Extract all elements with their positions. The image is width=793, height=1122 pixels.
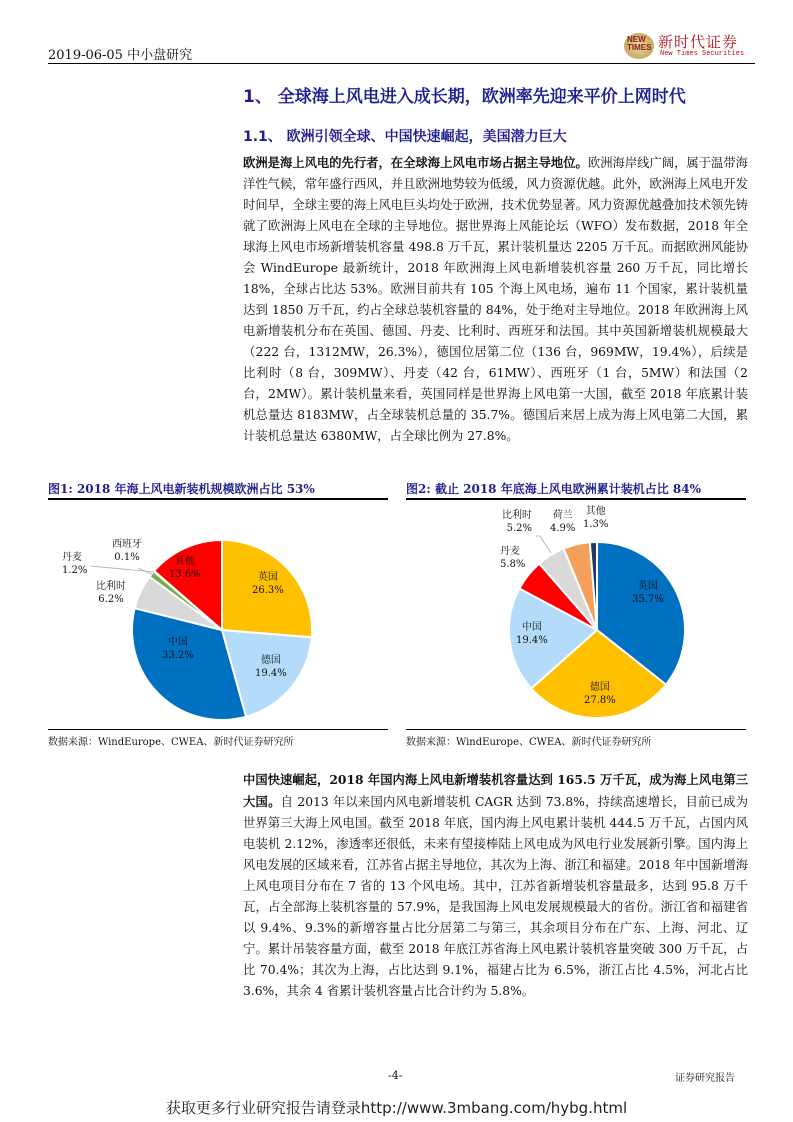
paragraph-body: 自 2013 年以来国内风电新增装机 CAGR 达到 73.8%，持续高速增长，目前已成为世界第三大海上风电国。截至 2018 年底，国内海上风电累计装机 444.5 万千瓦，占国内风电装机 2.12%，渗透率还很低，未来有望接棒陆上风电成为风电行业发展新引擎。国内海上风电发展的区域来看，江苏省占据主导地位，其次为上海、浙江和福建。2018 年中国新增海上风电项目分布在 7 省的 13 个风电场。其中，江苏省新增装机容量最多，达到 95.8 万千瓦，占全部海上装机容量的 57.9%，是我国海上风电发展规模最大的省份。浙江省和福建省以 9.4%、9.3%的新增容量占比分居第二与第三，其余项目分布在广东、上海、河北、辽宁。累计吊装容量方面，截至 2018 年底江苏省海上风电累计装机容量突破 300 万千瓦，占比 70.4%；其次为上海，占比达到 9.1%，福建占比为 6.5%，浙江占比 4.5%，河北占比 3.6%，其余 4 省累计装机容量占比合计约为 5.8%。 [243,795,748,998]
figure-2-pie-chart [406,500,746,728]
pie2-label-belgium: 比利时 5.2% [502,510,532,534]
company-logo [624,31,774,61]
pie1-label-belgium: 比利时 6.2% [96,581,126,605]
pie-chart-2-svg [406,500,746,728]
paragraph-lead: 中国快速崛起，2018 年国内海上风电新增装机容量达到 165.5 万千瓦，成为海上风电第三大国。 [243,772,748,809]
pie2-label-other: 其他 1.3% [583,506,609,530]
pie2-label-uk: 英国 35.7% [632,581,664,605]
pie1-label-denmark: 丹麦 1.2% [62,552,88,576]
footer-report-type: 证券研究报告 [675,1073,735,1084]
pie1-label-other: 其他 13.6% [169,556,201,580]
page-number: -4- [388,1069,403,1082]
header-divider [48,63,755,64]
paragraph-lead: 欧洲是海上风电的先行者，在全球海上风电市场占据主导地位。 [243,155,588,170]
pie-chart-1-svg [48,500,388,728]
pie2-label-germany: 德国 27.8% [584,682,616,706]
figure-1-bottom-rule [48,729,388,730]
figure-1-title: 图1: 2018 年海上风电新装机规模欧洲占比 53% [48,482,315,496]
pie1-label-germany: 德国 19.4% [255,655,287,679]
pie1-label-uk: 英国 26.3% [252,572,284,596]
pie2-label-china: 中国 19.4% [516,622,548,646]
pie2-label-denmark: 丹麦 5.8% [500,546,526,570]
subsection-heading: 1.1、 欧洲引领全球、中国快速崛起，美国潜力巨大 [243,129,567,145]
figure-1-pie-chart [48,500,388,728]
figure-2-title: 图2: 截止 2018 年底海上风电欧洲累计装机占比 84% [406,482,701,496]
figure-2-bottom-rule [406,729,746,730]
section-heading: 1、 全球海上风电进入成长期，欧洲率先迎来平价上网时代 [243,87,686,107]
logo-chinese-name: 新时代证券 [658,33,739,51]
pie2-label-netherlands: 荷兰 4.9% [550,510,576,534]
figure-2-source: 数据来源：WindEurope、CWEA、新时代证券研究所 [406,737,652,748]
paragraph-china [243,769,748,1002]
leader-line [536,536,551,553]
logo-badge-text: NEW TIMES [627,35,652,52]
paragraph-body: 欧洲海岸线广阔，属于温带海洋性气候，常年盛行西风，并且欧洲地势较为低缓，风力资源优越。此外，欧洲海上风电开发时间早，全球主要的海上风电巨头均处于欧洲，技术优势显著。风力资源优越叠加技术领先铸就了欧洲海上风电在全球的主导地位。据世界海上风能论坛（WFO）发布数据，2018 年全球海上风电市场新增装机容量 498.8 万千瓦，累计装机量达 2205 万千瓦。而据欧洲风能协会 WindEurope 最新统计，2018 年欧洲海上风电新增装机容量 260 万千瓦，同比增长 18%，全球占比达 53%。欧洲目前共有 105 个海上风电场，遍布 11 个国家，累计装机量达到 1850 万千瓦，约占全球总装机容量的 84%，处于绝对主导地位。2018 年欧洲海上风电新增装机分布在英国、德国、丹麦、比利时、西班牙和法国。其中英国新增装机规模最大（222 台，1312MW，26.3%），德国位居第二位（136 台，969MW，19.4%），后续是比利时（8 台，309MW）、丹麦（42 台，61MW）、西班牙（1 台，5MW）和法国（2 台，2MW）。累计装机量来看，英国同样是世界海上风电第一大国，截至 2018 年底累计装机总量达 8183MW，占全球装机总量的 35.7%。德国后来居上成为海上风电第二大国，累计装机总量达 6380MW，占全球比例为 27.8%。 [243,156,748,443]
pie1-label-china: 中国 33.2% [162,637,194,661]
header-date-category: 2019-06-05 中小盘研究 [48,48,193,63]
logo-english-name: New Times Securities [660,50,745,58]
paragraph-europe [243,152,748,447]
figure-1-source: 数据来源：WindEurope、CWEA、新时代证券研究所 [48,737,294,748]
pie1-label-spain: 西班牙 0.1% [112,539,142,563]
download-banner-link[interactable]: 获取更多行业研究报告请登录http://www.3mbang.com/hybg.html [165,1099,628,1117]
